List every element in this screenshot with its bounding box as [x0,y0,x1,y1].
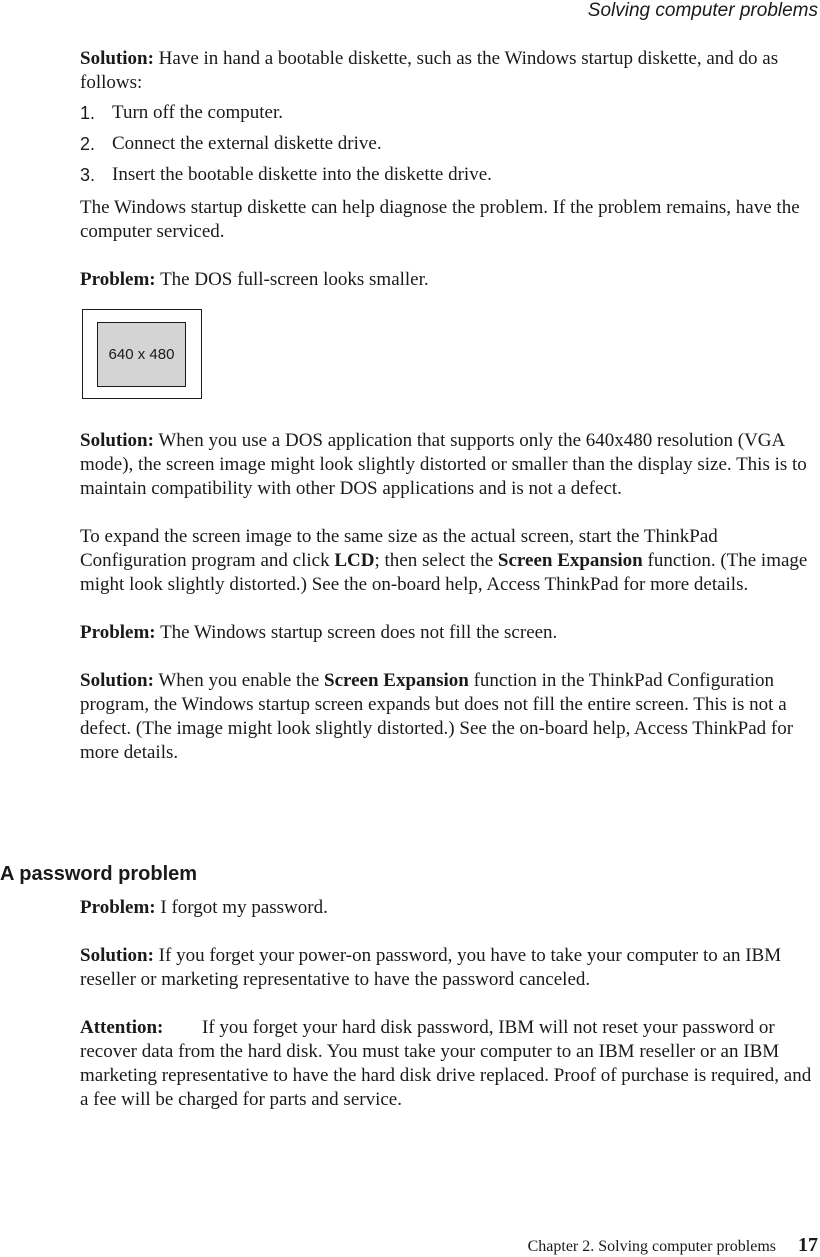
main-content [80,47,820,765]
dos-problem [80,268,820,292]
password-problem [80,896,820,920]
screen-expansion-term: Screen Expansion [324,670,469,691]
solution-text: function in the ThinkPad Configuration program, the Windows startup screen expands but does not fill the entire screen. This is not a defect. (The image might look slightly distorted.) See the on-board help, Access ThinkPad for more details. [80,670,794,763]
screen-expansion-term: Screen Expansion [497,550,643,571]
screen-resolution-figure [82,309,202,399]
expand-text: ; then select the [374,550,498,571]
windows-solution [80,669,820,765]
section-heading: A password problem [0,863,198,885]
list-item [80,132,820,156]
intro-note: The Windows startup diskette can help diagnose the problem. If the problem remains, have the computer serviced. [80,197,800,242]
solution-label: Solution: [80,430,154,451]
step-number: 1. [80,103,96,123]
solution-text: When you enable the [158,670,324,691]
solution-label: Solution: [80,945,154,966]
list-item [80,101,820,125]
intro-solution [80,47,820,95]
lcd-term: LCD [334,550,375,571]
step-text: Insert the bootable diskette into the diskette drive. [112,164,492,185]
problem-label: Problem: [80,897,156,918]
chapter-title: Chapter 2. Solving computer problems [527,1238,776,1255]
attention-note [80,1016,820,1112]
solution-text: Have in hand a bootable diskette, such as the Windows startup diskette, and do as follows: [80,48,779,93]
step-text: Connect the external diskette drive. [112,133,382,154]
list-item [80,163,820,187]
running-header: Solving computer problems [587,0,818,21]
step-number: 2. [80,134,96,154]
step-number: 3. [80,165,96,185]
page-footer [528,1234,818,1257]
problem-label: Problem: [80,269,156,290]
attention-text: If you forget your hard disk password, IBM will not reset your password or recover data from the hard disk. You must take your computer to an IBM reseller or an IBM marketing representative to have the hard disk drive replaced. Proof of purchase is required, and a fee will be charged for parts and service. [80,1017,812,1110]
expand-text: function. (The image might look slightly distorted.) See the on-board help, Access ThinkPad for more details. [80,550,808,595]
problem-label: Problem: [80,622,156,643]
solution-label: Solution: [80,670,154,691]
solution-label: Solution: [80,48,154,69]
attention-label: Attention: [80,1017,164,1038]
problem-text: The Windows startup screen does not fill the screen. [160,622,558,643]
step-text: Turn off the computer. [112,102,283,123]
problem-text: I forgot my password. [160,897,328,918]
password-solution [80,944,820,992]
steps-list [80,101,820,187]
expand-instructions [80,525,820,597]
problem-text: The DOS full-screen looks smaller. [160,269,429,290]
dos-solution [80,429,820,501]
solution-text: If you forget your power-on password, you have to take your computer to an IBM reseller or marketing representative to have the password canceled. [80,945,782,990]
solution-text: When you use a DOS application that supports only the 640x480 resolution (VGA mode), the screen image might look slightly distorted or smaller than the display size. This is to maintain compatibility with other DOS applications and is not a defect. [80,430,807,499]
expand-text: To expand the screen image to the same size as the actual screen, start the ThinkPad Configuration program and click [80,526,718,571]
password-content [80,896,820,1112]
screen-area-label: 640 x 480 [97,322,186,387]
windows-problem [80,621,820,645]
page-number: 17 [798,1234,818,1256]
